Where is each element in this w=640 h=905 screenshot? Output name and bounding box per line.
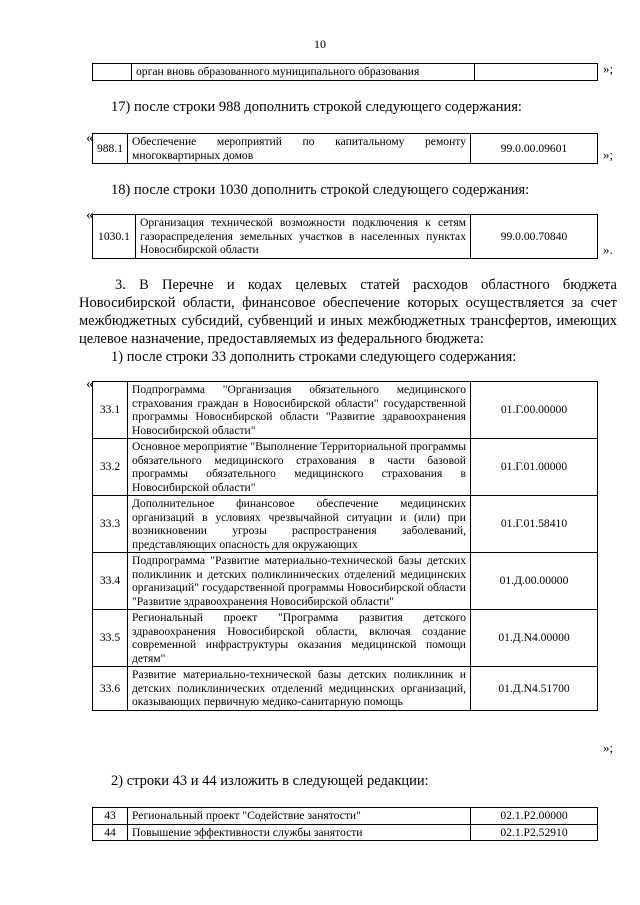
table-cell-num: 43: [93, 808, 128, 825]
table-cell-num: [93, 64, 132, 81]
table-cell-num: 33.6: [93, 667, 128, 711]
item-2-heading: 2) строки 43 и 44 изложить в следующей редакции:: [111, 773, 429, 789]
section-3-table: [92, 381, 598, 711]
table-row: [93, 215, 598, 259]
table-row: [93, 64, 598, 81]
closing-quote: ».: [603, 242, 613, 257]
table-cell-num: 33.4: [93, 553, 128, 610]
table-cell-code: 99.0.00.70840: [471, 215, 598, 259]
item-2-table: [92, 807, 598, 841]
table-cell-num: 1030.1: [93, 215, 136, 259]
table-cell-text: Региональный проект "Содействие занятости": [128, 808, 471, 825]
table-row: [93, 134, 598, 164]
table-cell-num: 988.1: [93, 134, 128, 164]
table-cell-code: 01.Д.N4.00000: [471, 610, 598, 667]
table-row: [93, 553, 598, 610]
table-cell-code: 99.0.00.09601: [471, 134, 598, 164]
item-17-heading: 17) после строки 988 дополнить строкой следующего содержания:: [111, 99, 522, 115]
page-number: 10: [314, 37, 326, 51]
item-18-table: [92, 214, 598, 259]
table-cell-code: 01.Д.00.00000: [471, 553, 598, 610]
table-row: [93, 824, 598, 841]
table-row: [93, 808, 598, 825]
table-cell-text: Подпрограмма "Развитие материально-технической базы детских поликлиник и детских поликлинических отделений медицинских организаций" государственной программы Новосибирской области "Развитие здравоохранения Новосибирской области": [128, 553, 471, 610]
table-cell-text: Основное мероприятие "Выполнение Территориальной программы обязательного медицинского страхования в части базовой программы обязательного медицинского страхования в Новосибирской области": [128, 439, 471, 496]
item-18-heading: 18) после строки 1030 дополнить строкой следующего содержания:: [111, 182, 530, 198]
closing-quote: »;: [603, 147, 614, 162]
table-cell-code: 02.1.P2.52910: [471, 824, 598, 841]
item-17-table: [92, 133, 598, 164]
table-cell-num: 33.3: [93, 496, 128, 553]
table-cell-text: Региональный проект "Программа развития детского здравоохранения Новосибирской области, включая создание современной инфраструктуры оказания медицинской помощи детям": [128, 610, 471, 667]
open-quote: «: [86, 130, 94, 146]
table-cell-text: Обеспечение мероприятий по капитальному ремонту многоквартирных домов: [128, 134, 471, 164]
table-cell-text: Повышение эффективности службы занятости: [128, 824, 471, 841]
open-quote: «: [86, 207, 94, 223]
table-cell-code: 02.1.P2.00000: [471, 808, 598, 825]
table-row: [93, 667, 598, 711]
open-quote: «: [86, 376, 94, 392]
top-table: [92, 63, 598, 81]
table-row: [93, 439, 598, 496]
table-cell-code: 01.Д.N4.51700: [471, 667, 598, 711]
table-cell-code: 01.Г.01.00000: [471, 439, 598, 496]
closing-quote: »;: [603, 740, 614, 755]
table-cell-num: 33.5: [93, 610, 128, 667]
table-cell-text: Дополнительное финансовое обеспечение медицинских организаций в условиях чрезвычайной ситуации и (или) при возникновении угрозы распространения заболеваний, представляющих опасность для окружающих: [128, 496, 471, 553]
table-cell-num: 44: [93, 824, 128, 841]
table-cell-num: 33.1: [93, 382, 128, 439]
closing-quote: »;: [603, 61, 614, 76]
table-cell-code: 01.Г.00.00000: [471, 382, 598, 439]
table-cell-text: Подпрограмма "Организация обязательного медицинского страхования граждан в Новосибирской области" государственной программы Новосибирской области "Развитие здравоохранения Новосибирской области": [128, 382, 471, 439]
table-cell-code: [475, 64, 598, 81]
table-row: [93, 610, 598, 667]
section-3-paragraph: 3. В Перечне и кодах целевых статей расходов областного бюджета Новосибирской области, финансовое обеспечение которых осуществляется за счет межбюджетных субсидий, субвенций и иных межбюджетных трансфертов, имеющих целевое назначение, предоставляемых из федерального бюджета:: [79, 277, 617, 347]
table-cell-text: Организация технической возможности подключения к сетям газораспределения земельных участков в населенных пунктах Новосибирской области: [136, 215, 471, 259]
table-cell-num: 33.2: [93, 439, 128, 496]
table-row: [93, 382, 598, 439]
section-3-item-1-heading: 1) после строки 33 дополнить строками следующего содержания:: [111, 349, 517, 365]
table-cell-text: Развитие материально-технической базы детских поликлиник и детских поликлинических отделений медицинских организаций, оказывающих первичную медико-санитарную помощь: [128, 667, 471, 711]
table-cell-code: 01.Г.01.58410: [471, 496, 598, 553]
table-row: [93, 496, 598, 553]
table-cell-text: орган вновь образованного муниципального образования: [132, 64, 475, 81]
